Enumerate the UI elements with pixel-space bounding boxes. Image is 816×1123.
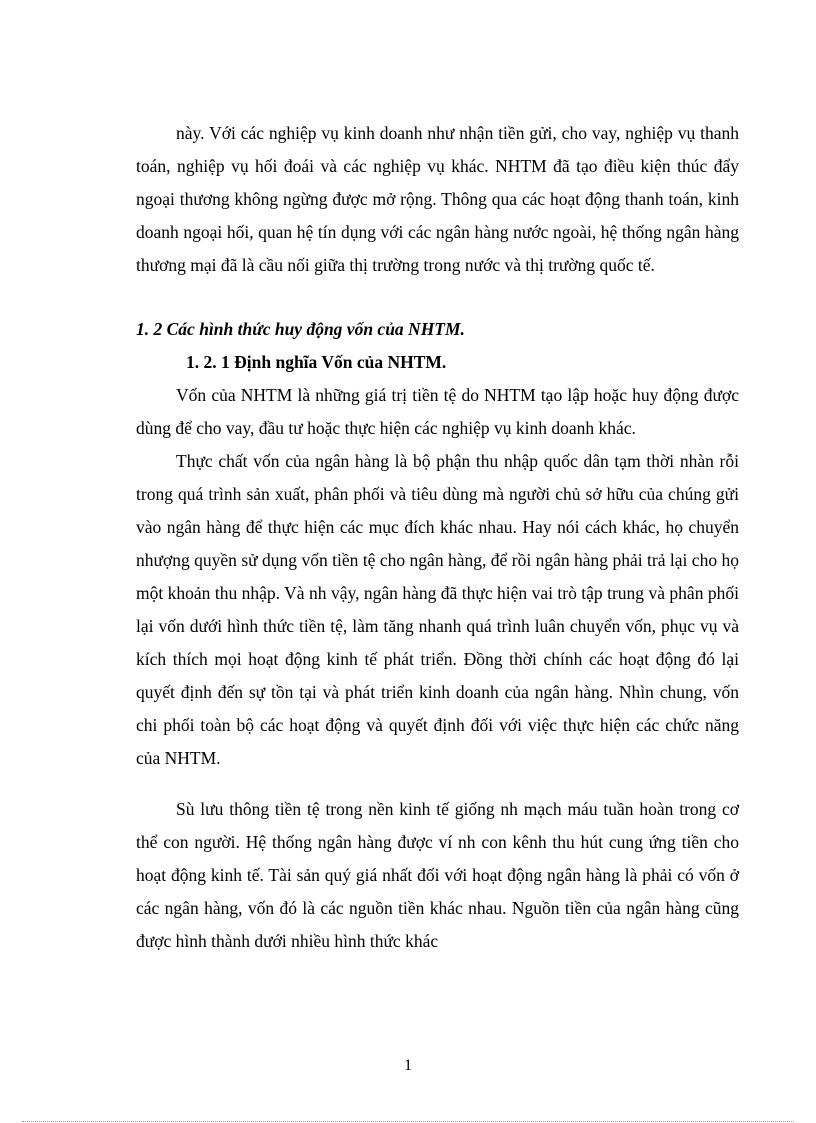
page-number: 1 xyxy=(404,1057,412,1074)
body-paragraph: này. Với các nghiệp vụ kinh doanh như nhận tiền gửi, cho vay, nghiệp vụ thanh toán, nghiệp vụ hối đoái và các nghiệp vụ khác. NHTM đã tạo điều kiện thúc đẩy ngoại thương không ngừng được mở rộng. Thông qua các hoạt động thanh toán, kinh doanh ngoại hối, quan hệ tín dụng với các ngân hàng nước ngoài, hệ thống ngân hàng thương mại đã là cầu nối giữa thị trường trong nước và thị trường quốc tế. xyxy=(136,123,739,275)
body-paragraph: Vốn của NHTM là những giá trị tiền tệ do NHTM tạo lập hoặc huy động được dùng để cho vay, đầu tư hoặc thực hiện các nghiệp vụ kinh doanh khác. xyxy=(136,385,739,438)
subsection-heading: 1. 2. 1 Định nghĩa Vốn của NHTM. xyxy=(186,352,447,372)
body-paragraph: Thực chất vốn của ngân hàng là bộ phận thu nhập quốc dân tạm thời nhàn rỗi trong quá trình sản xuất, phân phối và tiêu dùng mà người chủ sở hữu của chúng gửi vào ngân hàng để thực hiện các mục đích khác nhau. Hay nói cách khác, họ chuyển nhượng quyền sử dụng vốn tiền tệ cho ngân hàng, để rồi ngân hàng phải trả lại cho họ một khoản thu nhập. Và nh vậy, ngân hàng đã thực hiện vai trò tập trung và phân phối lại vốn dưới hình thức tiền tệ, làm tăng nhanh quá trình luân chuyển vốn, phục vụ và kích thích mọi hoạt động kinh tế phát triển. Đồng thời chính các hoạt động đó lại quyết định đến sự tồn tại và phát triển kinh doanh của ngân hàng. Nhìn chung, vốn chi phối toàn bộ các hoạt động và quyết định đối với việc thực hiện các chức năng của NHTM. xyxy=(136,451,739,768)
page-bottom-divider xyxy=(22,1121,794,1122)
section-heading: 1. 2 Các hình thức huy động vốn của NHTM. xyxy=(136,319,465,339)
body-paragraph: Sù lưu thông tiền tệ trong nền kinh tế giống nh mạch máu tuần hoàn trong cơ thể con người. Hệ thống ngân hàng được ví nh con kênh thu hút cung ứng tiền cho hoạt động kinh tế. Tài sản quý giá nhất đối với hoạt động ngân hàng là phải có vốn ở các ngân hàng, vốn đó là các nguồn tiền khác nhau. Nguồn tiền của ngân hàng cũng được hình thành dưới nhiều hình thức khác xyxy=(136,799,739,951)
